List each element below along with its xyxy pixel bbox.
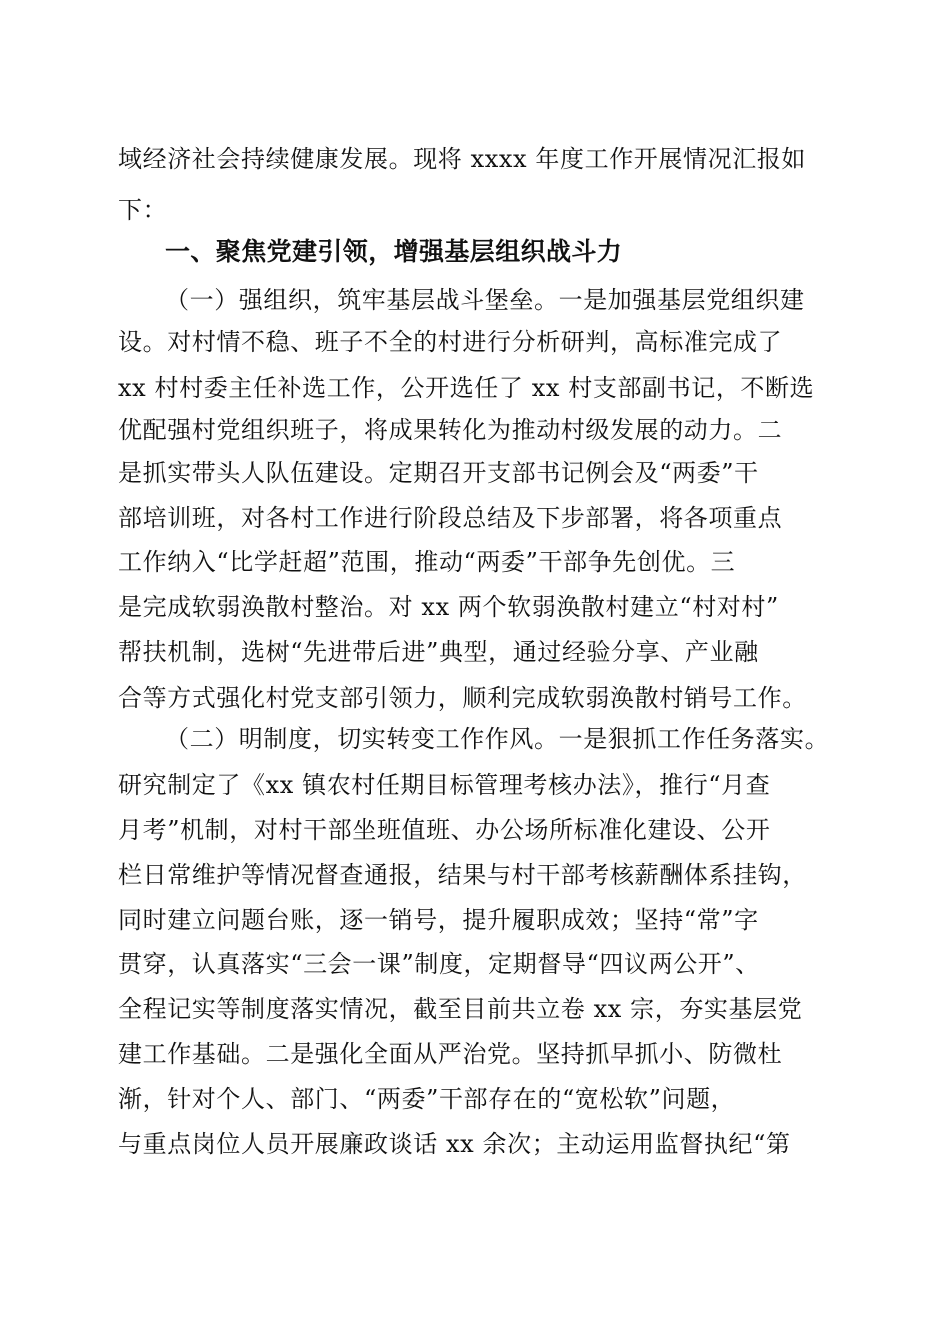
paragraph-line: 渐，针对个人、部门、“两委”干部存在的“宽松软”问题， [118, 1085, 736, 1113]
paragraph-line: 月考”机制，对村干部坐班值班、办公场所标准化建设、公开 [118, 816, 771, 844]
paragraph-line: 帮扶机制，选树“先进带后进”典型，通过经验分享、产业融 [118, 638, 759, 666]
paragraph-line: 部培训班，对各村工作进行阶段总结及下步部署，将各项重点 [118, 504, 783, 532]
paragraph-line: 研究制定了《xx 镇农村任期目标管理考核办法》，推行“月查 [118, 771, 771, 799]
paragraph-line: 合等方式强化村党支部引领力，顺利完成软弱涣散村销号工作。 [118, 684, 807, 712]
paragraph-line: 下： [118, 196, 168, 224]
section-heading: 一、聚焦党建引领，增强基层组织战斗力 [165, 237, 623, 266]
paragraph-line: 建工作基础。二是强化全面从严治党。坚持抓早抓小、防微杜 [118, 1040, 783, 1068]
paragraph-line: xx 村村委主任补选工作，公开选任了 xx 村支部副书记，不断选 [118, 374, 815, 402]
paragraph-line: 栏日常维护等情况督查通报，结果与村干部考核薪酬体系挂钩， [118, 861, 807, 889]
paragraph-line: 贯穿，认真落实“三会一课”制度，定期督导“四议两公开”、 [118, 950, 760, 978]
paragraph-line: 设。对村情不稳、班子不全的村进行分析研判，高标准完成了 [118, 328, 783, 356]
paragraph-line: （二）明制度，切实转变工作作风。一是狠抓工作任务落实。 [165, 725, 830, 753]
paragraph-line: 工作纳入“比学赶超”范围，推动“两委”干部争先创优。三 [118, 548, 736, 576]
paragraph-line: 全程记实等制度落实情况，截至目前共立卷 xx 宗，夯实基层党 [118, 995, 803, 1023]
paragraph-line: 与重点岗位人员开展廉政谈话 xx 余次；主动运用监督执纪“第 [118, 1130, 791, 1158]
paragraph-line: 域经济社会持续健康发展。现将 xxxx 年度工作开展情况汇报如 [118, 145, 806, 173]
paragraph-line: 同时建立问题台账，逐一销号，提升履职成效；坚持“常”字 [118, 906, 759, 934]
paragraph-line: 优配强村党组织班子，将成果转化为推动村级发展的动力。二 [118, 416, 783, 444]
paragraph-line: 是完成软弱涣散村整治。对 xx 两个软弱涣散村建立“村对村” [118, 593, 779, 621]
paragraph-line: （一）强组织，筑牢基层战斗堡垒。一是加强基层党组织建 [165, 286, 805, 314]
paragraph-line: 是抓实带头人队伍建设。定期召开支部书记例会及“两委”干 [118, 459, 759, 487]
